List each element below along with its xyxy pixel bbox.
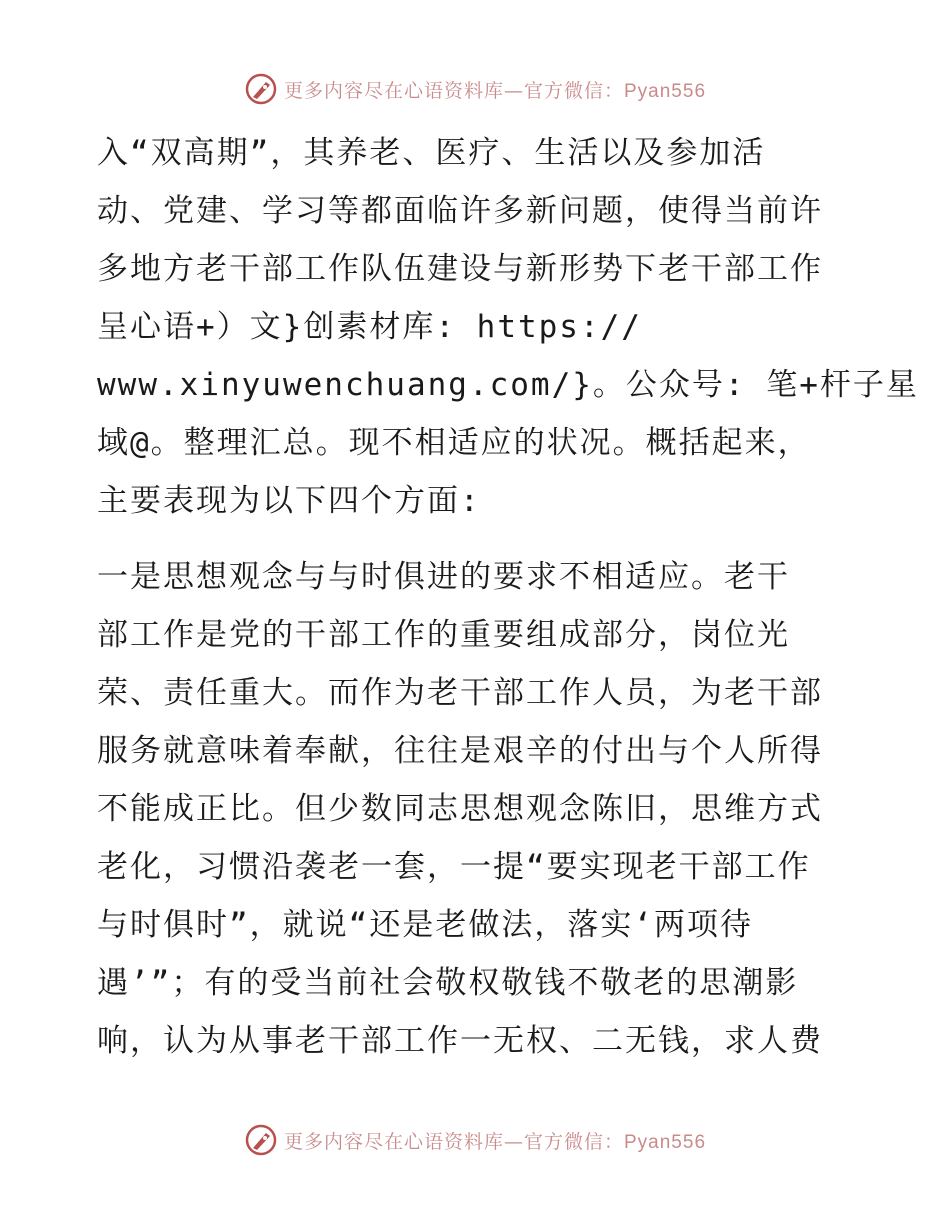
text-line: 响，认为从事老干部工作一无权、二无钱，求人费 (97, 1023, 823, 1059)
text-line: 荣、责任重大。而作为老干部工作人员，为老干部 (97, 675, 823, 711)
text-line (97, 1070, 857, 1128)
text-line: 主要表现为以下四个方面: (97, 483, 481, 519)
text-line: 不能成正比。但少数同志思想观念陈旧，思维方式 (97, 791, 823, 827)
text-line: 多地方老干部工作队伍建设与新形势下老干部工作 (97, 251, 823, 287)
paragraph-spacer (97, 530, 857, 548)
paragraph-1 (97, 124, 919, 530)
paragraph-2 (97, 548, 857, 1128)
text-line: 域@。整理汇总。现不相适应的状况。概括起来， (97, 425, 811, 461)
text-line: 入“双高期”，其养老、医疗、生活以及参加活 (97, 135, 766, 171)
text-line: www.xinyuwenchuang.com/}。公众号: 笔+杆子星 (97, 367, 919, 403)
footer-watermark (0, 1123, 950, 1157)
watermark-text (284, 76, 706, 103)
header-watermark (0, 72, 950, 106)
watermark-dash: — (504, 79, 524, 102)
text-line: 与时俱时”，就说“还是老做法，落实‘两项待 (97, 907, 753, 943)
document-body (97, 124, 919, 1128)
watermark-wechat-text: 官方微信：Pyan556 (524, 80, 707, 102)
text-line: 呈心语+）文}创素材库: https:// (97, 309, 642, 345)
text-line: 遇’”；有的受当前社会敬权敬钱不敬老的思潮影 (97, 965, 799, 1001)
pen-nib-logo-icon (244, 72, 278, 106)
watermark-site-text: 更多内容尽在心语资料库 (283, 79, 504, 102)
pen-nib-logo-icon (244, 1123, 278, 1157)
watermark-wechat-text: 官方微信：Pyan556 (524, 1131, 707, 1153)
watermark-text (284, 1127, 706, 1154)
text-line: 部工作是党的干部工作的重要组成部分，岗位光 (97, 617, 790, 653)
text-line: 老化，习惯沿袭老一套，一提“要实现老干部工作 (97, 849, 811, 885)
text-line: 一是思想观念与与时俱进的要求不相适应。老干 (97, 559, 790, 595)
text-line: 服务就意味着奉献，往往是艰辛的付出与个人所得 (97, 733, 823, 769)
text-line: 动、党建、学习等都面临许多新问题，使得当前许 (97, 193, 823, 229)
watermark-site-text: 更多内容尽在心语资料库 (283, 1130, 504, 1153)
watermark-dash: — (504, 1130, 524, 1153)
